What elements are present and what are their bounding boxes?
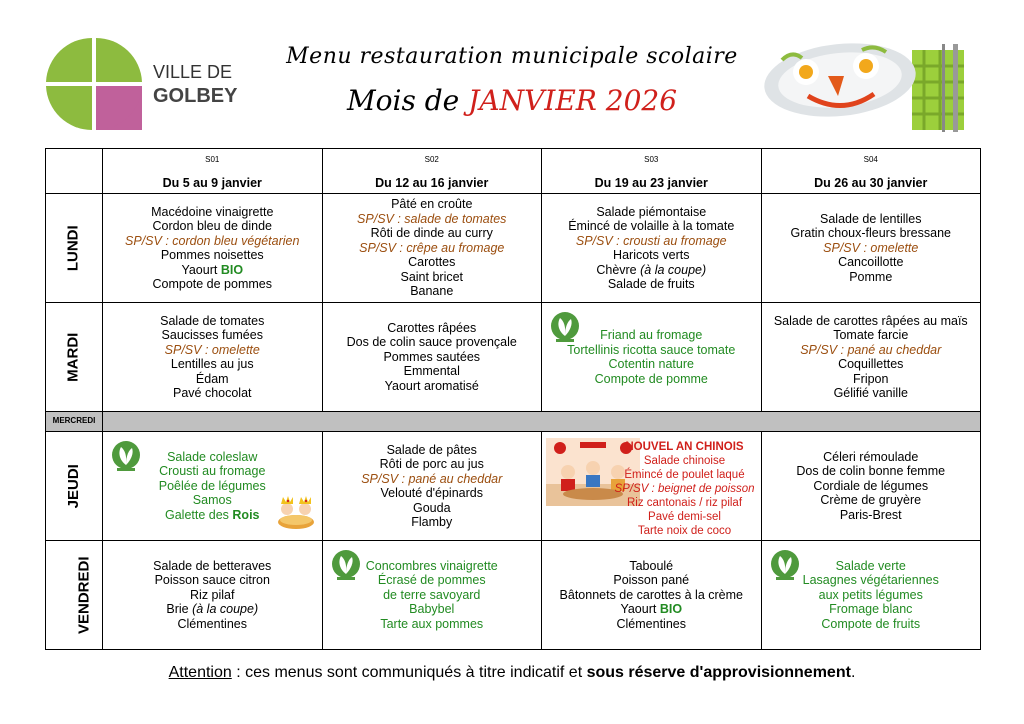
menu-cell-lundi-s01 <box>103 194 323 303</box>
day-label-vendredi <box>46 541 103 650</box>
menu-item: Crousti au fromage <box>159 464 266 479</box>
footer-note <box>0 664 1024 682</box>
week-range: Du 12 au 16 janvier <box>375 176 489 190</box>
day-label-mardi <box>46 303 103 412</box>
menu-cell-mardi-s02 <box>322 303 542 412</box>
week-code: S04 <box>863 155 878 164</box>
menu-item: Gélifié vanille <box>833 386 908 400</box>
menu-item: Salade verte <box>835 558 906 573</box>
footer-attention: Attention <box>168 664 232 681</box>
menu-item: Salade de fruits <box>607 277 695 291</box>
menu-cell-jeudi-s03 <box>542 432 762 541</box>
corner-cell <box>46 149 103 194</box>
menu-item-text: Chèvre <box>596 262 641 277</box>
logo-line2: GOLBEY <box>153 85 238 107</box>
menu-item: Salade chinoise <box>643 455 726 467</box>
menu-item: Riz pilaf <box>190 587 235 602</box>
menu-item: Gratin choux-fleurs bressane <box>790 226 951 241</box>
menu-item: Flamby <box>411 515 453 529</box>
cny-title: NOUVEL AN CHINOIS <box>625 441 744 453</box>
menu-item-alt: SP/SV : beignet de poisson <box>614 483 755 495</box>
menu-item: Rôti de dinde au curry <box>370 226 493 241</box>
menu-item: Fromage blanc <box>829 602 913 617</box>
menu-item: Pommes sautées <box>383 349 481 364</box>
menu-cell-vendredi-s04 <box>761 541 981 650</box>
day-name: JEUDI <box>64 463 82 509</box>
week-range: Du 26 au 30 janvier <box>814 176 928 190</box>
menu-item: Pommes noisettes <box>160 248 264 262</box>
menu-item: Salade de carottes râpées au maïs <box>773 313 968 328</box>
logo-line1: VILLE DE <box>153 62 233 82</box>
menu-item-alt: SP/SV : cordon bleu végétarien <box>125 233 300 248</box>
menu-item: Emmental <box>403 364 460 379</box>
menu-item-alt: SP/SV : omelette <box>164 342 260 357</box>
day-label-mercredi: MERCREDI <box>46 412 103 432</box>
menu-item-alt: SP/SV : crousti au fromage <box>575 233 727 248</box>
row-mercredi <box>46 412 981 432</box>
smiley-plate-image <box>762 36 974 134</box>
menu-item: Salade piémontaise <box>596 204 707 219</box>
row-lundi <box>46 194 981 303</box>
day-label-lundi <box>46 194 103 303</box>
menu-cell-jeudi-s04 <box>761 432 981 541</box>
menu-item: Haricots verts <box>613 248 690 262</box>
menu-item-alt: SP/SV : salade de tomates <box>357 211 507 226</box>
day-name: LUNDI <box>64 225 82 271</box>
menu-item: Rôti de porc au jus <box>379 457 484 471</box>
menu-item-text: Yaourt <box>181 262 221 277</box>
menu-item: Tarte aux pommes <box>380 616 484 631</box>
bio-label: BIO <box>220 262 244 277</box>
menu-item: Poisson sauce citron <box>154 573 270 588</box>
menu-item: Émincé de volaille à la tomate <box>568 219 735 233</box>
menu-item: Cotentin nature <box>608 357 694 371</box>
menu-item: Clémentines <box>177 616 247 631</box>
week-code: S03 <box>644 155 659 164</box>
menu-item: Carottes râpées <box>387 320 477 335</box>
week-header-s01 <box>103 149 323 194</box>
footer-bold: sous réserve d'approvisionnement <box>586 664 851 681</box>
menu-item: Salade de tomates <box>160 313 265 328</box>
menu-item: Gouda <box>412 500 451 515</box>
menu-item: Carottes <box>408 255 456 270</box>
menu-item: Dos de colin sauce provençale <box>346 335 517 350</box>
day-label-jeudi <box>46 432 103 541</box>
menu-item-alt: SP/SV : omelette <box>823 240 919 255</box>
week-range: Du 5 au 9 janvier <box>162 176 262 190</box>
menu-item: Salade de lentilles <box>820 211 922 226</box>
menu-item: Bâtonnets de carottes à la crème <box>559 587 743 602</box>
menu-item: Saucisses fumées <box>161 328 263 342</box>
menu-cell-jeudi-s02 <box>322 432 542 541</box>
menu-item: Clémentines <box>616 616 686 631</box>
menu-item: Samos <box>192 493 232 508</box>
menu-item: Velouté d'épinards <box>380 486 483 500</box>
menu-item-text: Brie <box>166 602 193 617</box>
menu-item: Babybel <box>409 602 455 617</box>
week-range: Du 19 au 23 janvier <box>594 176 708 190</box>
mercredi-blank <box>103 412 981 432</box>
bio-label: BIO <box>659 602 683 617</box>
menu-item: Lentilles au jus <box>170 357 254 371</box>
menu-cell-vendredi-s03 <box>542 541 762 650</box>
menu-item: aux petits légumes <box>818 587 923 602</box>
menu-item: Édam <box>195 371 229 386</box>
day-name: VENDREDI <box>75 556 93 634</box>
menu-item: de terre savoyard <box>383 587 481 602</box>
menu-item: Cancoillotte <box>838 255 904 270</box>
menu-item: Cordiale de légumes <box>813 478 929 493</box>
day-name: MARDI <box>64 332 82 382</box>
menu-item <box>103 263 322 278</box>
menu-item <box>103 602 322 617</box>
menu-item: Salade de betteraves <box>153 558 272 573</box>
menu-item: Lasagnes végétariennes <box>802 573 939 588</box>
menu-item-alt: SP/SV : pané au cheddar <box>361 471 503 486</box>
menu-item: Paris-Brest <box>839 507 902 522</box>
menu-item: Compote de fruits <box>821 616 921 631</box>
vegetarian-leaf-icon <box>548 311 582 343</box>
month-title-prefix: Mois de <box>346 84 469 117</box>
menu-cell-jeudi-s01 <box>103 432 323 541</box>
menu-item-alt: SP/SV : pané au cheddar <box>800 342 942 357</box>
menu-item: Compote de pommes <box>152 277 272 291</box>
galette-des-rois-icon <box>276 494 316 530</box>
menu-item: Émincé de poulet laqué <box>624 469 745 481</box>
row-mardi <box>46 303 981 412</box>
week-code: S01 <box>205 155 220 164</box>
menu-item: Poisson pané <box>613 573 690 588</box>
menu-item: Banane <box>410 284 454 299</box>
menu-item-note: (à la coupe) <box>640 262 707 277</box>
menu-item: Friand au fromage <box>600 328 703 342</box>
menu-item: Compote de pomme <box>594 371 708 386</box>
vegetarian-leaf-icon <box>329 549 363 581</box>
menu-item: Céleri rémoulade <box>823 449 919 464</box>
menu-item-text: Galette des <box>165 507 233 522</box>
menu-cell-vendredi-s01 <box>103 541 323 650</box>
menu-cell-mardi-s01 <box>103 303 323 412</box>
menu-cell-lundi-s04 <box>761 194 981 303</box>
menu-item: Salade coleslaw <box>167 449 258 464</box>
menu-item: Fripon <box>853 371 889 386</box>
menu-item-alt: SP/SV : crêpe au fromage <box>359 240 505 255</box>
menu-item: Cordon bleu de dinde <box>152 219 273 233</box>
menu-cell-lundi-s03 <box>542 194 762 303</box>
menu-item: Tomate farcie <box>833 328 909 342</box>
menu-item: Coquillettes <box>838 357 904 371</box>
week-header-row <box>46 149 981 194</box>
row-vendredi <box>46 541 981 650</box>
vegetarian-leaf-icon <box>109 440 143 472</box>
menu-item: Pavé demi-sel <box>648 511 721 523</box>
menu-item: Riz cantonais / riz pilaf <box>626 497 743 509</box>
menu-item: Yaourt aromatisé <box>384 378 479 393</box>
menu-item: Taboulé <box>629 558 674 573</box>
month-title-month: JANVIER 2026 <box>468 84 678 117</box>
menu-cell-mardi-s03 <box>542 303 762 412</box>
menu-item: Salade de pâtes <box>386 442 477 457</box>
menu-cell-vendredi-s02 <box>322 541 542 650</box>
menu-item: Concombres vinaigrette <box>365 558 498 573</box>
footer-end: . <box>850 664 856 681</box>
menu-item: Pâté en croûte <box>391 197 473 212</box>
menu-item: Écrasé de pommes <box>377 573 486 588</box>
week-header-s02 <box>322 149 542 194</box>
row-jeudi <box>46 432 981 541</box>
menu-item: Tarte noix de coco <box>637 525 732 537</box>
menu-item <box>542 602 761 617</box>
menu-item: Pomme <box>849 269 893 284</box>
menu-item-bold: Rois <box>232 507 260 522</box>
menu-item: Crème de gruyère <box>820 493 922 508</box>
cny-menu <box>614 440 754 538</box>
menu-item: Macédoine vinaigrette <box>151 204 274 219</box>
week-code: S02 <box>424 155 439 164</box>
footer-text: : ces menus sont communiqués à titre indicatif et <box>231 664 587 681</box>
week-header-s03 <box>542 149 762 194</box>
menu-cell-mardi-s04 <box>761 303 981 412</box>
menu-cell-lundi-s02 <box>322 194 542 303</box>
menu-item: Pavé chocolat <box>172 386 252 400</box>
menu-item-text: Yaourt <box>620 602 660 617</box>
menu-item <box>542 263 761 278</box>
menu-item: Dos de colin bonne femme <box>796 464 946 479</box>
vegetarian-leaf-icon <box>768 549 802 581</box>
menu-item: Tortellinis ricotta sauce tomate <box>567 342 736 357</box>
menu-title-text: Menu restauration municipale scolaire <box>286 44 738 69</box>
menu-table <box>45 148 981 650</box>
week-header-s04 <box>761 149 981 194</box>
menu-item: Poêlée de légumes <box>158 478 266 493</box>
menu-item-note: (à la coupe) <box>192 602 259 617</box>
menu-item: Saint bricet <box>400 269 464 284</box>
